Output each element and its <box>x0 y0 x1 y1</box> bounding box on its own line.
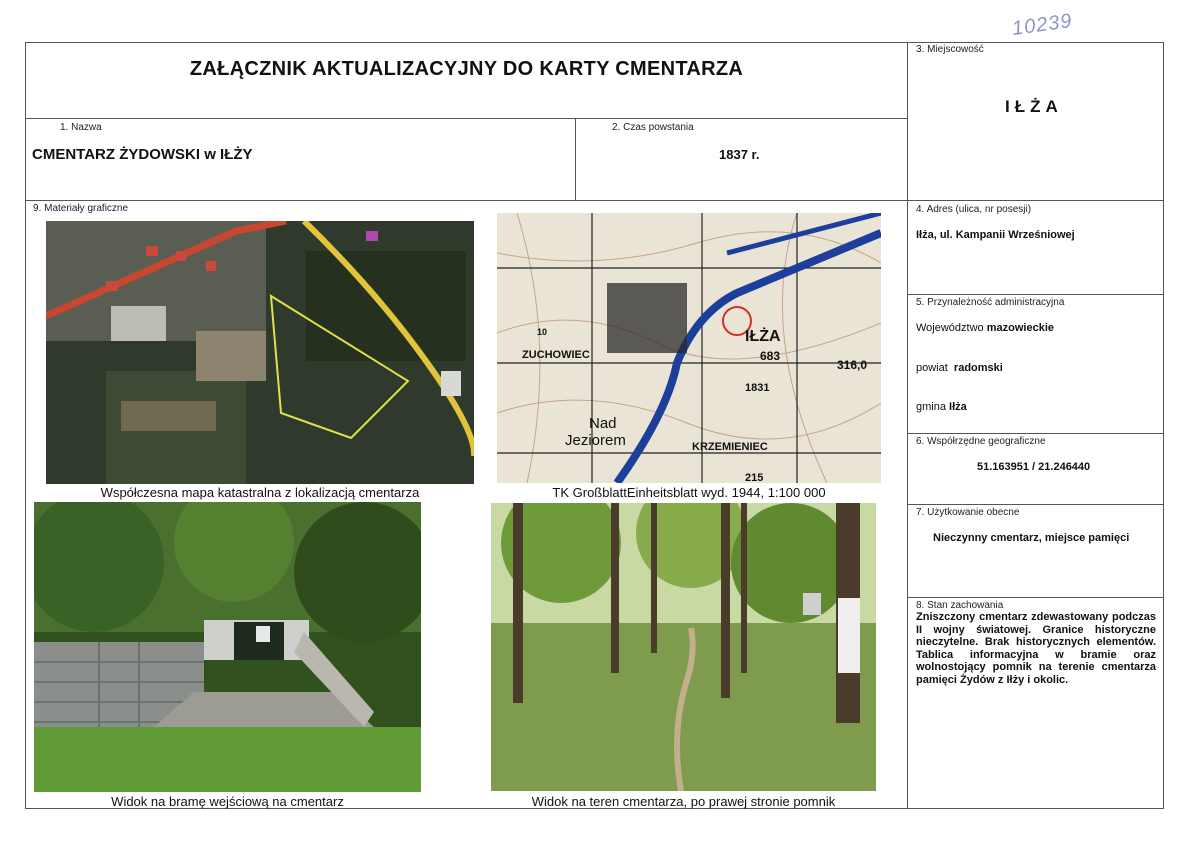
topo-number: 1831 <box>745 382 770 394</box>
cadastral-map-caption: Współczesna mapa katastralna z lokalizacją cmentarza <box>100 485 420 500</box>
divider <box>907 597 1164 598</box>
coords-value: 51.163951 / 21.246440 <box>977 461 1091 473</box>
admin-label: 5. Przynależność administracyjna <box>916 297 1065 308</box>
commune-prefix: gmina <box>916 401 946 413</box>
divider <box>907 433 1164 434</box>
condition-label: 8. Stan zachowania <box>916 600 1004 611</box>
county-row <box>916 362 1003 374</box>
usage-value: Nieczynny cmentarz, miejsce pamięci <box>933 532 1130 544</box>
commune-row <box>916 401 967 413</box>
divider <box>907 504 1164 505</box>
date-value: 1837 r. <box>719 147 760 162</box>
locality-label: 3. Miejscowość <box>916 44 984 55</box>
grounds-photo-caption: Widok na teren cmentarza, po prawej stronie pomnik <box>531 794 836 809</box>
topo-town-label: IŁŻA <box>745 328 781 345</box>
page-title: ZAŁĄCZNIK AKTUALIZACYJNY DO KARTY CMENTARZA <box>189 58 744 80</box>
date-label: 2. Czas powstania <box>612 122 694 133</box>
topo-village3-label: KRZEMIENIEC <box>692 441 768 453</box>
locality-value: IŁŻA <box>1005 97 1063 116</box>
voivodeship-value: mazowieckie <box>986 322 1054 334</box>
name-value: CMENTARZ ŻYDOWSKI w IŁŻY <box>32 146 253 163</box>
topo-number: 10 <box>537 327 548 337</box>
topo-number: 215 <box>745 472 764 483</box>
divider <box>907 294 1164 295</box>
commune-value: Iłża <box>949 401 967 413</box>
address-label: 4. Adres (ulica, nr posesji) <box>916 204 1032 215</box>
divider <box>25 200 1164 201</box>
condition-value: Zniszczony cmentarz zdewastowany podczas II wojny światowej. Granice historyczne nieczytelne. Brak historycznych elementów. Tablica informacyjna w bramie oraz wolnostojący pomnik na terenie cmentarza pamięci Żydów z Iłży i okolic. <box>916 611 1156 686</box>
topo-village2-label: Nad <box>589 415 617 432</box>
topo-village2b-label: Jeziorem <box>565 432 626 449</box>
address-value: Iłża, ul. Kampanii Wrześniowej <box>916 229 1075 241</box>
divider <box>25 118 908 119</box>
divider <box>907 42 908 809</box>
topo-elevation: 316,0 <box>837 358 868 372</box>
usage-label: 7. Użytkowanie obecne <box>916 507 1020 518</box>
divider <box>575 118 576 200</box>
topographic-map-image <box>497 213 881 483</box>
gate-photo-caption: Widok na bramę wejściową na cmentarz <box>111 794 344 809</box>
cadastral-map-image <box>46 221 474 484</box>
county-value: radomski <box>953 362 1003 374</box>
grounds-photo <box>491 503 876 791</box>
voivodeship-prefix: Województwo <box>916 322 984 334</box>
voivodeship-row <box>916 322 1054 334</box>
document-number: 10239 <box>1010 9 1074 41</box>
gate-photo <box>34 502 421 792</box>
coords-label: 6. Współrzędne geograficzne <box>916 436 1046 447</box>
topographic-map-caption: TK GroßblattEinheitsblatt wyd. 1944, 1:100 000 <box>552 485 826 500</box>
topo-village1-label: ZUCHOWIEC <box>522 349 590 361</box>
graphics-label: 9. Materiały graficzne <box>33 203 129 214</box>
topo-number: 683 <box>760 349 781 363</box>
name-label: 1. Nazwa <box>60 122 102 133</box>
county-prefix: powiat <box>916 362 948 374</box>
